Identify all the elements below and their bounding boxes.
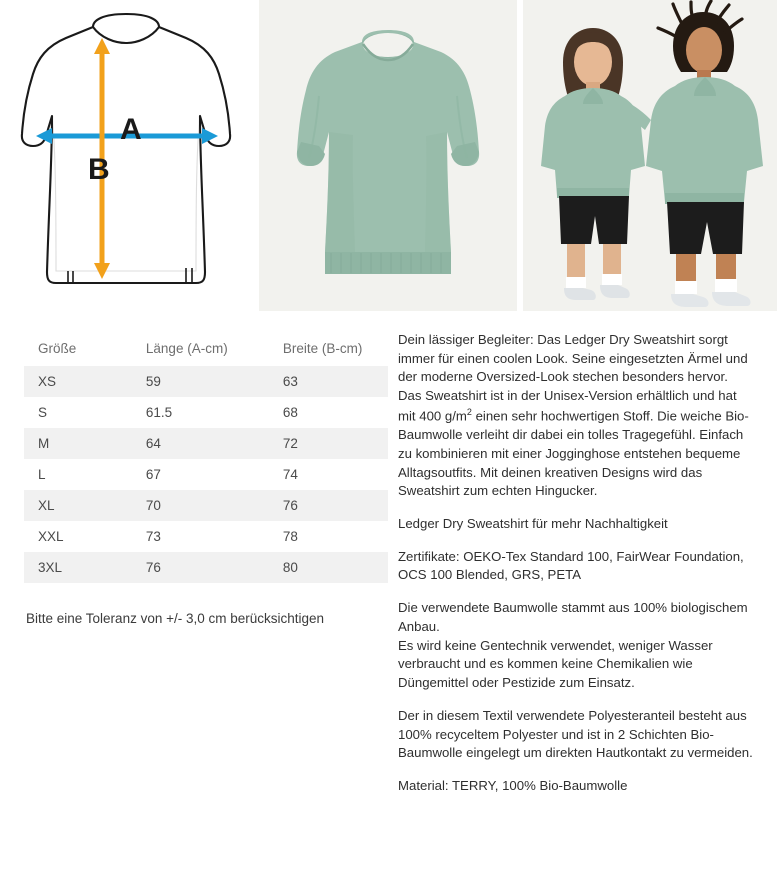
description-intro-rest: einen sehr hochwertigen Stoff. Die weiche Bio-Baumwolle verleiht dir dabei ein tolles Tragegefühl. Einfach zu kombinieren mit einer Jogginghose entstehen bequeme Alltagsoutfits. Mit deinen kreativen Designs wird das Sweatshirt zum echten Hingucker. <box>398 408 749 499</box>
header-size: Größe <box>24 331 132 366</box>
cell-size: L <box>24 459 132 490</box>
table-row <box>24 490 388 521</box>
cell-width: 76 <box>269 490 388 521</box>
cell-length: 67 <box>132 459 269 490</box>
cell-size: XL <box>24 490 132 521</box>
table-row <box>24 552 388 583</box>
cell-size: 3XL <box>24 552 132 583</box>
material-line: Material: TERRY, 100% Bio-Baumwolle <box>398 778 628 794</box>
size-table-column <box>0 331 398 810</box>
cell-width: 68 <box>269 397 388 428</box>
product-description <box>398 331 777 810</box>
tolerance-note: Bitte eine Toleranz von +/- 3,0 cm berücksichtigen <box>26 611 325 626</box>
models-lifestyle-image <box>523 0 777 311</box>
cell-width: 78 <box>269 521 388 552</box>
table-row <box>24 428 388 459</box>
cell-length: 64 <box>132 428 269 459</box>
cell-size: S <box>24 397 132 428</box>
image-row <box>0 0 777 311</box>
cell-size: XS <box>24 366 132 397</box>
lower-content <box>0 311 777 810</box>
cell-width: 74 <box>269 459 388 490</box>
cotton-line-2: Es wird keine Gentechnik verwendet, weniger Wasser verbraucht und es kommen keine Chemikalien wie Düngemittel oder Pestizide zum Einsatz. <box>398 637 713 691</box>
cell-length: 76 <box>132 552 269 583</box>
description-intro-superscript: 2 <box>466 406 472 417</box>
cell-width: 80 <box>269 552 388 583</box>
models-photo-panel <box>523 0 777 311</box>
cotton-block <box>398 599 753 693</box>
cell-length: 70 <box>132 490 269 521</box>
certificates-line: Zertifikate: OEKO-Tex Standard 100, FairWear Foundation, OCS 100 Blended, GRS, PETA <box>398 548 744 583</box>
table-row <box>24 521 388 552</box>
cell-length: 59 <box>132 366 269 397</box>
measure-label-b: B <box>88 153 110 186</box>
cotton-line-1: Die verwendete Baumwolle stammt aus 100% biologischem Anbau. <box>398 600 748 634</box>
table-row <box>24 397 388 428</box>
table-row <box>24 366 388 397</box>
sweatshirt-product-image <box>259 0 517 311</box>
schematic-panel <box>0 0 253 311</box>
cell-length: 73 <box>132 521 269 552</box>
sweatshirt-technical-drawing <box>0 0 253 311</box>
cell-length: 61.5 <box>132 397 269 428</box>
size-table <box>24 331 388 583</box>
polyester-line: Der in diesem Textil verwendete Polyesteranteil besteht aus 100% recyceltem Polyester und ist in 2 Schichten Bio-Baumwolle eingelegt um direkten Hautkontakt zu vermeiden. <box>398 707 753 761</box>
cell-width: 63 <box>269 366 388 397</box>
header-length: Länge (A-cm) <box>132 331 269 366</box>
table-header-row <box>24 331 388 366</box>
cell-size: M <box>24 428 132 459</box>
table-row <box>24 459 388 490</box>
sustainability-line: Ledger Dry Sweatshirt für mehr Nachhaltigkeit <box>398 516 668 531</box>
header-width: Breite (B-cm) <box>269 331 388 366</box>
description-intro <box>398 331 753 501</box>
cell-size: XXL <box>24 521 132 552</box>
product-photo-panel <box>259 0 517 311</box>
cell-width: 72 <box>269 428 388 459</box>
measure-label-a: A <box>120 113 142 146</box>
description-intro-text: Dein lässiger Begleiter: Das Ledger Dry Sweatshirt sorgt immer für einen coolen Look. Seine eingesetzten Ärmel und der moderne Oversized-Look stechen besonders hervor. Das Sweatshirt ist in der Unisex-Version erhältlich und hat mit 400 g/m <box>398 332 748 424</box>
